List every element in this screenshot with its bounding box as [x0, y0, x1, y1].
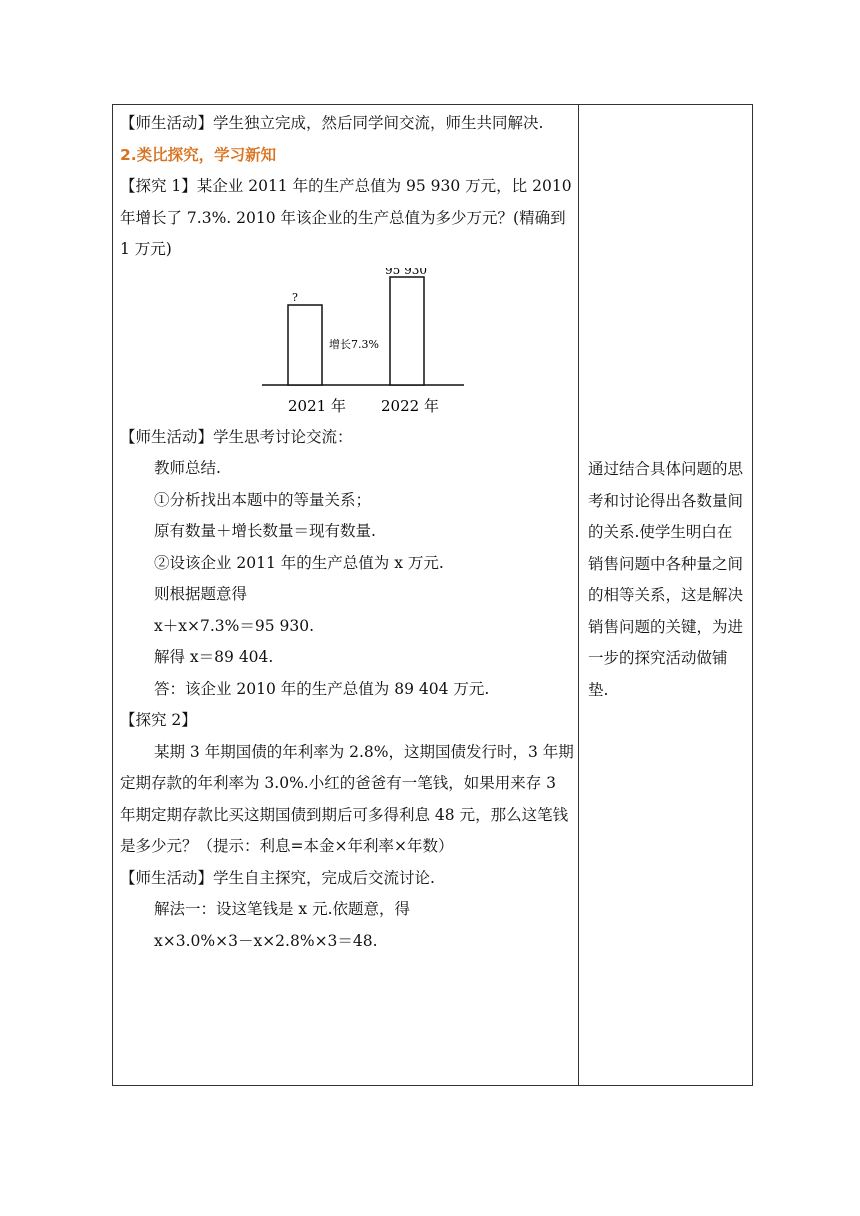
- bar-2022-label: 95 930: [385, 267, 427, 277]
- activity-paragraph-1: 【师生活动】学生独立完成，然后同学间交流，师生共同解决.: [120, 114, 544, 132]
- activity-paragraph-3: 【师生活动】学生自主探究，完成后交流讨论.: [120, 868, 435, 887]
- teacher-summary: 教师总结.: [154, 459, 221, 477]
- step-1: ①分析找出本题中的等量关系；: [154, 490, 372, 509]
- side-note: 通过结合具体问题的思考和讨论得出各数量间的关系.使学生明白在销售问题中各种量之间的相等关系，这是解决销售问题的关键，为进一步的探究活动做铺垫.: [588, 460, 744, 699]
- equation-1: x＋x×7.3%＝95 930.: [154, 616, 315, 635]
- growth-label: 增长7.3%: [329, 337, 379, 351]
- step-2: ②设该企业 2011 年的生产总值为 x 万元.: [154, 553, 444, 572]
- year-label-left: 2021 年: [288, 396, 346, 415]
- probe-2-text: 某期 3 年期国债的年利率为 2.8%，这期国债发行时，3 年期定期存款的年利率为 3.0%.小红的爸爸有一笔钱，如果用来存 3 年期定期存款比买这期国债到期后可多得利息 48 元，那么这笔钱是多少元？（提示：利息=本金×年利率×年数）: [120, 742, 574, 855]
- relation-text: 原有数量＋增长数量＝现有数量.: [154, 522, 376, 540]
- growth-figure: [120, 268, 575, 418]
- equation-2: x×3.0%×3－x×2.8%×3＝48.: [154, 931, 378, 950]
- probe-2-title: 【探究 2】: [120, 711, 197, 729]
- side-column: [588, 454, 744, 706]
- main-column: [120, 108, 575, 957]
- answer-1: 答：该企业 2010 年的生产总值为 89 404 万元.: [154, 679, 490, 698]
- bar-2022: [390, 277, 424, 385]
- bar-2021: [288, 305, 322, 385]
- bar-2021-label: ?: [292, 290, 298, 304]
- then-text: 则根据题意得: [154, 585, 248, 603]
- section-heading: 2.类比探究，学习新知: [120, 145, 277, 164]
- solution-1: 解得 x＝89 404.: [154, 648, 274, 666]
- probe-1-text: 【探究 1】某企业 2011 年的生产总值为 95 930 万元，比 2010 年增长了 7.3%. 2010 年该企业的生产总值为多少万元？(精确到 1 万元): [120, 177, 572, 258]
- growth-diagram: [120, 268, 575, 418]
- column-divider: [578, 104, 579, 1086]
- year-label-right: 2022 年: [381, 396, 439, 415]
- method-1: 解法一：设这笔钱是 x 元.依题意，得: [154, 900, 411, 918]
- activity-paragraph-2: 【师生活动】学生思考讨论交流：: [120, 427, 353, 446]
